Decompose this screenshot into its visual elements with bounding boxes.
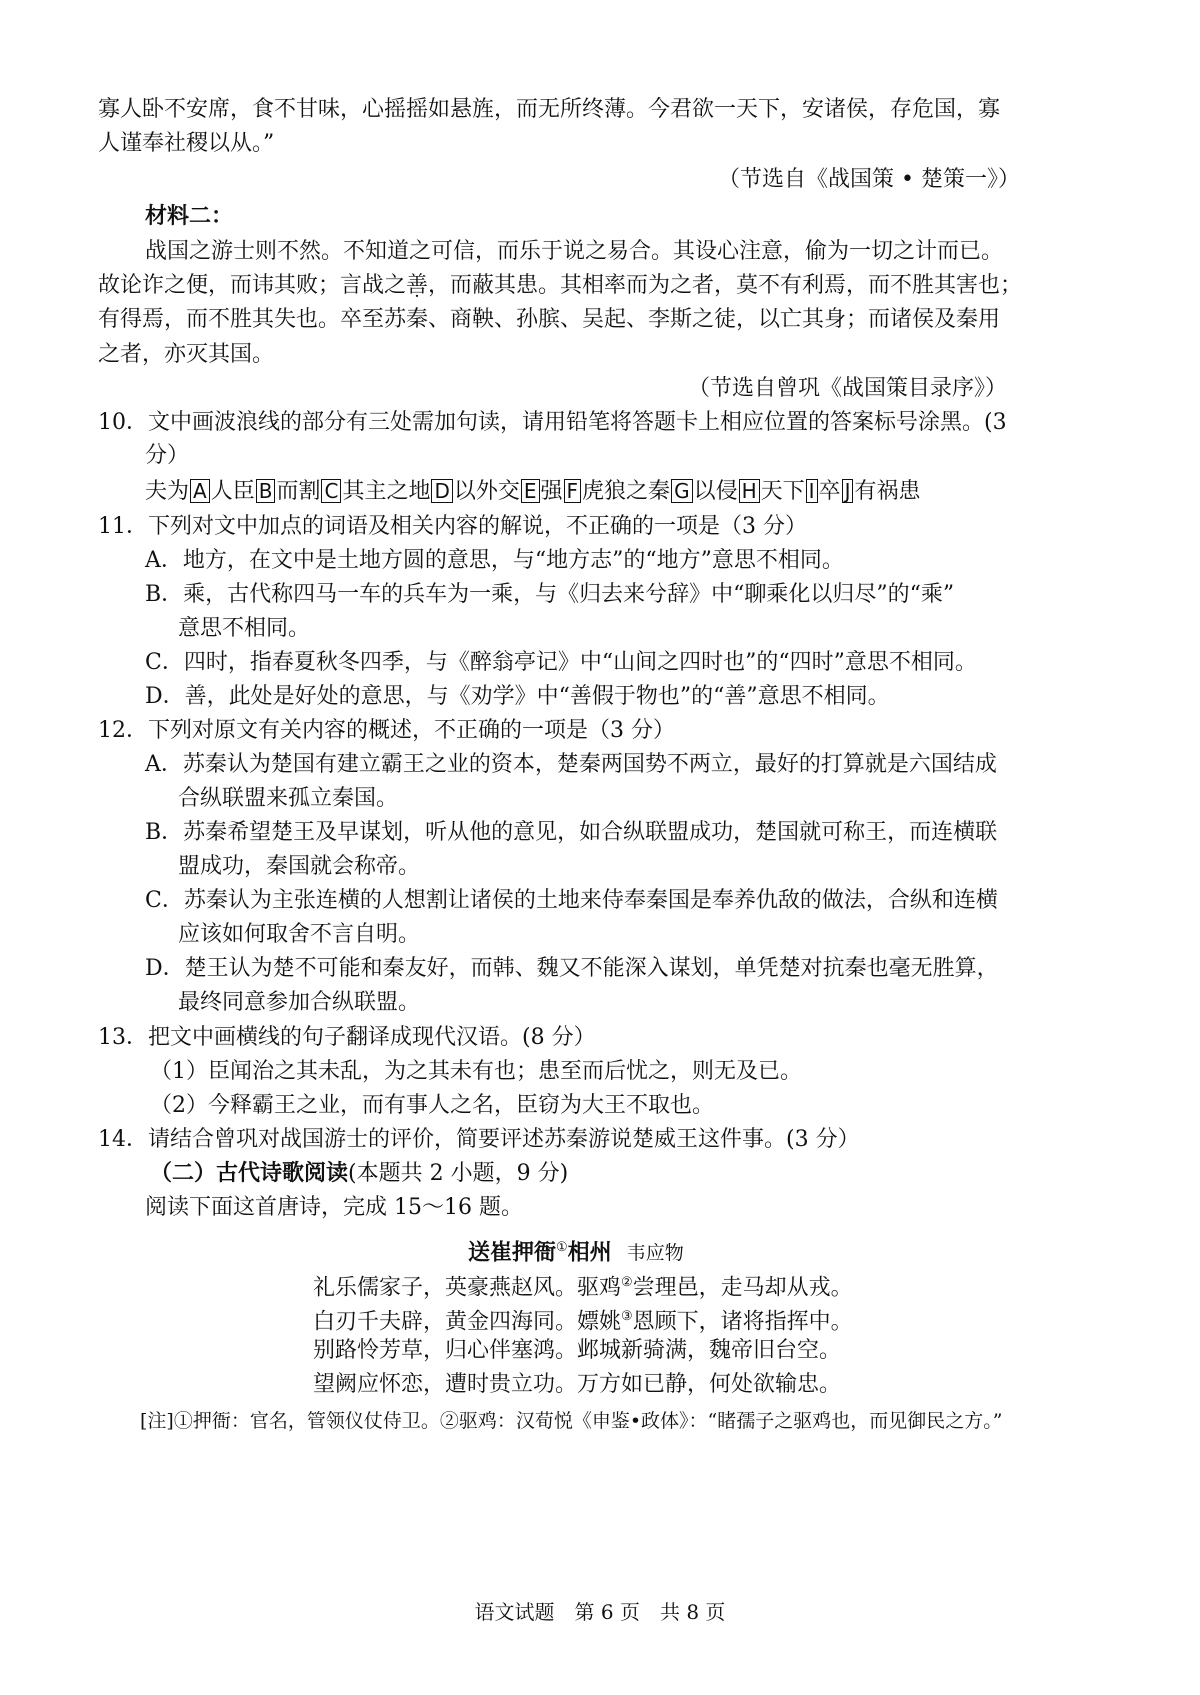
text-segment: 以外交 [453, 479, 520, 504]
footnote-mark: ② [621, 1275, 633, 1290]
title-text: 送崔押衙 [468, 1240, 557, 1266]
option-box[interactable]: B [256, 479, 276, 503]
material-line: 战国之游士则不然。不知道之可信，而乐于说之易合。其设心注意，偷为一切之计而已。 [145, 239, 1004, 264]
punctuation-options [145, 477, 920, 507]
option-b: B．苏秦希望楚王及早谋划，听从他的意见，如合纵联盟成功，楚国就可称王，而连横联 [145, 820, 998, 845]
option-a: A．苏秦认为楚国有建立霸王之业的资本，楚秦两国势不两立，最好的打算就是六国结成 [145, 752, 997, 777]
option-d: D．楚王认为楚不可能和秦友好，而韩、魏又不能深入谋划，单凭楚对抗秦也毫无胜算， [145, 956, 999, 981]
passage-line: 人谨奉社稷以从。” [98, 131, 275, 156]
option-box[interactable]: G [671, 479, 693, 503]
poem-author: 韦应物 [626, 1242, 684, 1265]
text-segment: 夫为 [145, 479, 190, 504]
section-note: (本题共 2 小题，9 分) [348, 1161, 569, 1186]
footnote-mark: ① [556, 1240, 568, 1255]
section-title: （二）古代诗歌阅读 [150, 1161, 349, 1186]
text-segment: 故论诈之便，而讳其败；言战之 [98, 273, 407, 298]
footnote: [注]①押衙：官名，管领仪仗侍卫。②驱鸡：汉荀悦《申鉴•政体》：“睹孺子之驱鸡也，而见御民之方。” [140, 1410, 1003, 1432]
translation-sentence-1: （1）臣闻治之其未乱，为之其未有也；患至而后忧之，则无及已。 [150, 1059, 802, 1084]
question-14-stem: 14．请结合曾巩对战国游士的评价，简要评述苏秦游说楚威王这件事。(3 分） [98, 1127, 860, 1152]
page-footer: 语文试题 第 6 页 共 8 页 [474, 1600, 726, 1624]
option-box[interactable]: J [842, 479, 854, 503]
section-intro: 阅读下面这首唐诗，完成 15～16 题。 [145, 1195, 523, 1220]
text-segment: 其主之地 [342, 479, 431, 504]
dotted-character: 善 [406, 273, 429, 298]
text-segment: 人臣 [210, 479, 255, 504]
poem-title [468, 1233, 684, 1268]
text-segment: 恩顾下，诸将指挥中。 [632, 1309, 853, 1335]
text-segment: 天下 [760, 479, 805, 504]
text-segment: 卒 [818, 479, 841, 504]
poem-line: 别路怜芳草，归心伴塞鸿。邺城新骑满，魏帝旧台空。 [313, 1338, 842, 1363]
translation-sentence-2: （2）今释霸王之业，而有事人之名，臣窃为大王不取也。 [150, 1093, 714, 1118]
question-10-stem: 分） [145, 443, 190, 468]
option-c: C．四时，指春夏秋冬四季，与《醉翁亭记》中“山间之四时也”的“四时”意思不相同。 [145, 650, 977, 675]
text-segment: 以侵 [693, 479, 738, 504]
footnote-mark: ③ [621, 1309, 633, 1324]
section-heading [150, 1159, 568, 1189]
passage-line: 寡人卧不安席，食不甘味，心摇摇如悬旌，而无所终薄。今君欲一天下，安诸侯，存危国，寡 [98, 97, 1001, 122]
option-box[interactable]: C [321, 479, 341, 503]
poem-line [313, 1302, 853, 1337]
text-segment: 而割 [276, 479, 321, 504]
option-box[interactable]: I [806, 479, 818, 503]
material-label: 材料二： [145, 204, 234, 229]
option-box[interactable]: A [190, 479, 210, 503]
text-segment: 白刃千夫辟，黄金四海同。嫖姚 [313, 1309, 622, 1335]
option-c-cont: 应该如何取舍不言自明。 [178, 922, 421, 947]
option-a: A．地方，在文中是土地方圆的意思，与“地方志”的“地方”意思不相同。 [145, 548, 844, 573]
text-segment: 尝理邑，走马却从戎。 [632, 1275, 853, 1301]
material-line [98, 271, 1022, 301]
text-segment: 有祸患 [854, 479, 921, 504]
option-box[interactable]: E [521, 479, 540, 503]
poem-line [313, 1268, 853, 1303]
source-citation: （节选自《战国策 • 楚策一》） [718, 167, 1020, 192]
source-citation: （节选自曾巩《战国策目录序》） [688, 376, 1008, 401]
text-segment: ，而蔽其患。其相率而为之者，莫不有利焉，而不胜其害也； [428, 273, 1023, 298]
option-d-cont: 最终同意参加合纵联盟。 [178, 990, 421, 1015]
material-line: 有得焉，而不胜其失也。卒至苏秦、商鞅、孙膑、吴起、李斯之徒，以亡其身；而诸侯及秦用 [98, 307, 1001, 332]
option-box[interactable]: F [564, 479, 582, 503]
option-d: D．善，此处是好处的意思，与《劝学》中“善假于物也”的“善”意思不相同。 [145, 684, 890, 709]
question-12-stem: 12．下列对原文有关内容的概述，不正确的一项是（3 分） [98, 718, 675, 743]
option-b: B．乘，古代称四马一车的兵车为一乘，与《归去来兮辞》中“聊乘化以归尽”的“乘” [145, 582, 955, 607]
option-b-cont: 意思不相同。 [178, 616, 311, 641]
question-11-stem: 11．下列对文中加点的词语及相关内容的解说，不正确的一项是（3 分） [98, 514, 807, 539]
option-c: C．苏秦认为主张连横的人想割让诸侯的土地来侍奉秦国是奉养仇敌的做法，合纵和连横 [145, 888, 998, 913]
question-13-stem: 13．把文中画横线的句子翻译成现代汉语。(8 分） [98, 1025, 596, 1050]
text-segment: 礼乐儒家子，英豪燕赵风。驱鸡 [313, 1275, 622, 1301]
option-b-cont: 盟成功，秦国就会称帝。 [178, 854, 421, 879]
question-10-stem: 10．文中画波浪线的部分有三处需加句读，请用铅笔将答题卡上相应位置的答案标号涂黑。(3 [98, 410, 1007, 435]
title-text: 相州 [567, 1240, 612, 1266]
material-line: 之者，亦灭其国。 [98, 342, 275, 367]
text-segment: 强 [540, 479, 563, 504]
option-box[interactable]: D [431, 479, 452, 503]
text-segment: 虎狼之秦 [582, 479, 671, 504]
option-a-cont: 合纵联盟来孤立秦国。 [178, 786, 399, 811]
option-box[interactable]: H [739, 479, 760, 503]
poem-line: 望阙应怀恋，遭时贵立功。万方如已静，何处欲输忠。 [313, 1372, 842, 1397]
